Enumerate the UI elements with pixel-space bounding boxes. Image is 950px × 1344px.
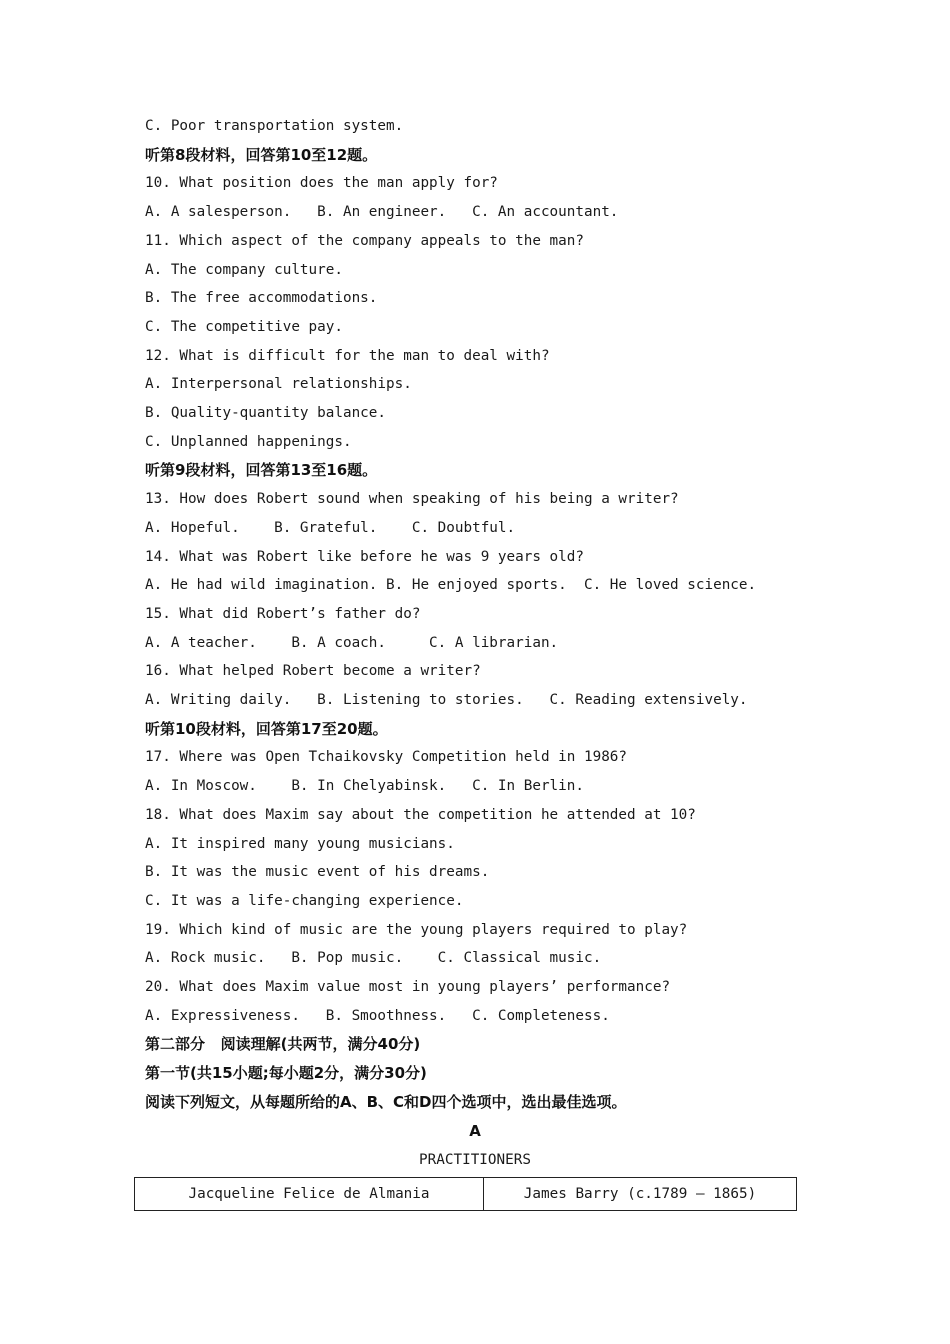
text-line: 15. What did Robert’s father do?: [145, 606, 421, 622]
table-row: [135, 1178, 797, 1211]
text-line: A. In Moscow. B. In Chelyabinsk. C. In Berlin.: [145, 778, 584, 794]
text-line: C. The competitive pay.: [145, 319, 343, 335]
text-line: B. Quality-quantity balance.: [145, 405, 387, 421]
text-line: 20. What does Maxim value most in young players’ performance?: [145, 979, 671, 995]
text-line: 14. What was Robert like before he was 9 years old?: [145, 549, 584, 565]
text-line: A. Hopeful. B. Grateful. C. Doubtful.: [145, 520, 516, 536]
text-line: 18. What does Maxim say about the competition he attended at 10?: [145, 807, 696, 823]
text-line: 16. What helped Robert become a writer?: [145, 663, 481, 679]
text-line: 11. Which aspect of the company appeals to the man?: [145, 233, 584, 249]
text-line: C. Unplanned happenings.: [145, 434, 352, 450]
passage-title: PRACTITIONERS: [419, 1152, 531, 1168]
text-line: 13. How does Robert sound when speaking of his being a writer?: [145, 491, 679, 507]
section-heading: 阅读下列短文，从每题所给的A、B、C和D四个选项中，选出最佳选项。: [145, 1093, 627, 1111]
text-line: A. Interpersonal relationships.: [145, 376, 412, 392]
section-heading: 听第8段材料，回答第10至12题。: [145, 146, 378, 164]
text-line: 12. What is difficult for the man to deal with?: [145, 348, 550, 364]
text-line: A. Expressiveness. B. Smoothness. C. Completeness.: [145, 1008, 610, 1024]
table-cell-barry: James Barry (c.1789 — 1865): [484, 1178, 797, 1211]
text-line: A. A teacher. B. A coach. C. A librarian.: [145, 635, 559, 651]
text-line: A. A salesperson. B. An engineer. C. An accountant.: [145, 204, 619, 220]
text-line: 10. What position does the man apply for?: [145, 175, 498, 191]
text-line: A. He had wild imagination. B. He enjoyed sports. C. He loved science.: [145, 577, 757, 593]
text-line: C. It was a life-changing experience.: [145, 893, 464, 909]
text-line: C. Poor transportation system.: [145, 118, 404, 134]
text-line: A. Rock music. B. Pop music. C. Classical music.: [145, 950, 602, 966]
section-heading: 第二部分 阅读理解(共两节，满分40分): [145, 1035, 421, 1053]
passage-label: A: [469, 1122, 481, 1140]
practitioners-table: [134, 1177, 797, 1211]
text-line: A. It inspired many young musicians.: [145, 836, 455, 852]
text-line: 19. Which kind of music are the young players required to play?: [145, 922, 688, 938]
table-cell-almania: Jacqueline Felice de Almania: [135, 1178, 484, 1211]
text-line: A. The company culture.: [145, 262, 343, 278]
text-line: B. It was the music event of his dreams.: [145, 864, 490, 880]
text-line: A. Writing daily. B. Listening to stories. C. Reading extensively.: [145, 692, 748, 708]
section-heading: 听第10段材料，回答第17至20题。: [145, 720, 388, 738]
text-line: B. The free accommodations.: [145, 290, 378, 306]
text-line: 17. Where was Open Tchaikovsky Competition held in 1986?: [145, 749, 628, 765]
section-heading: 听第9段材料，回答第13至16题。: [145, 461, 378, 479]
section-heading: 第一节(共15小题;每小题2分，满分30分): [145, 1064, 427, 1082]
